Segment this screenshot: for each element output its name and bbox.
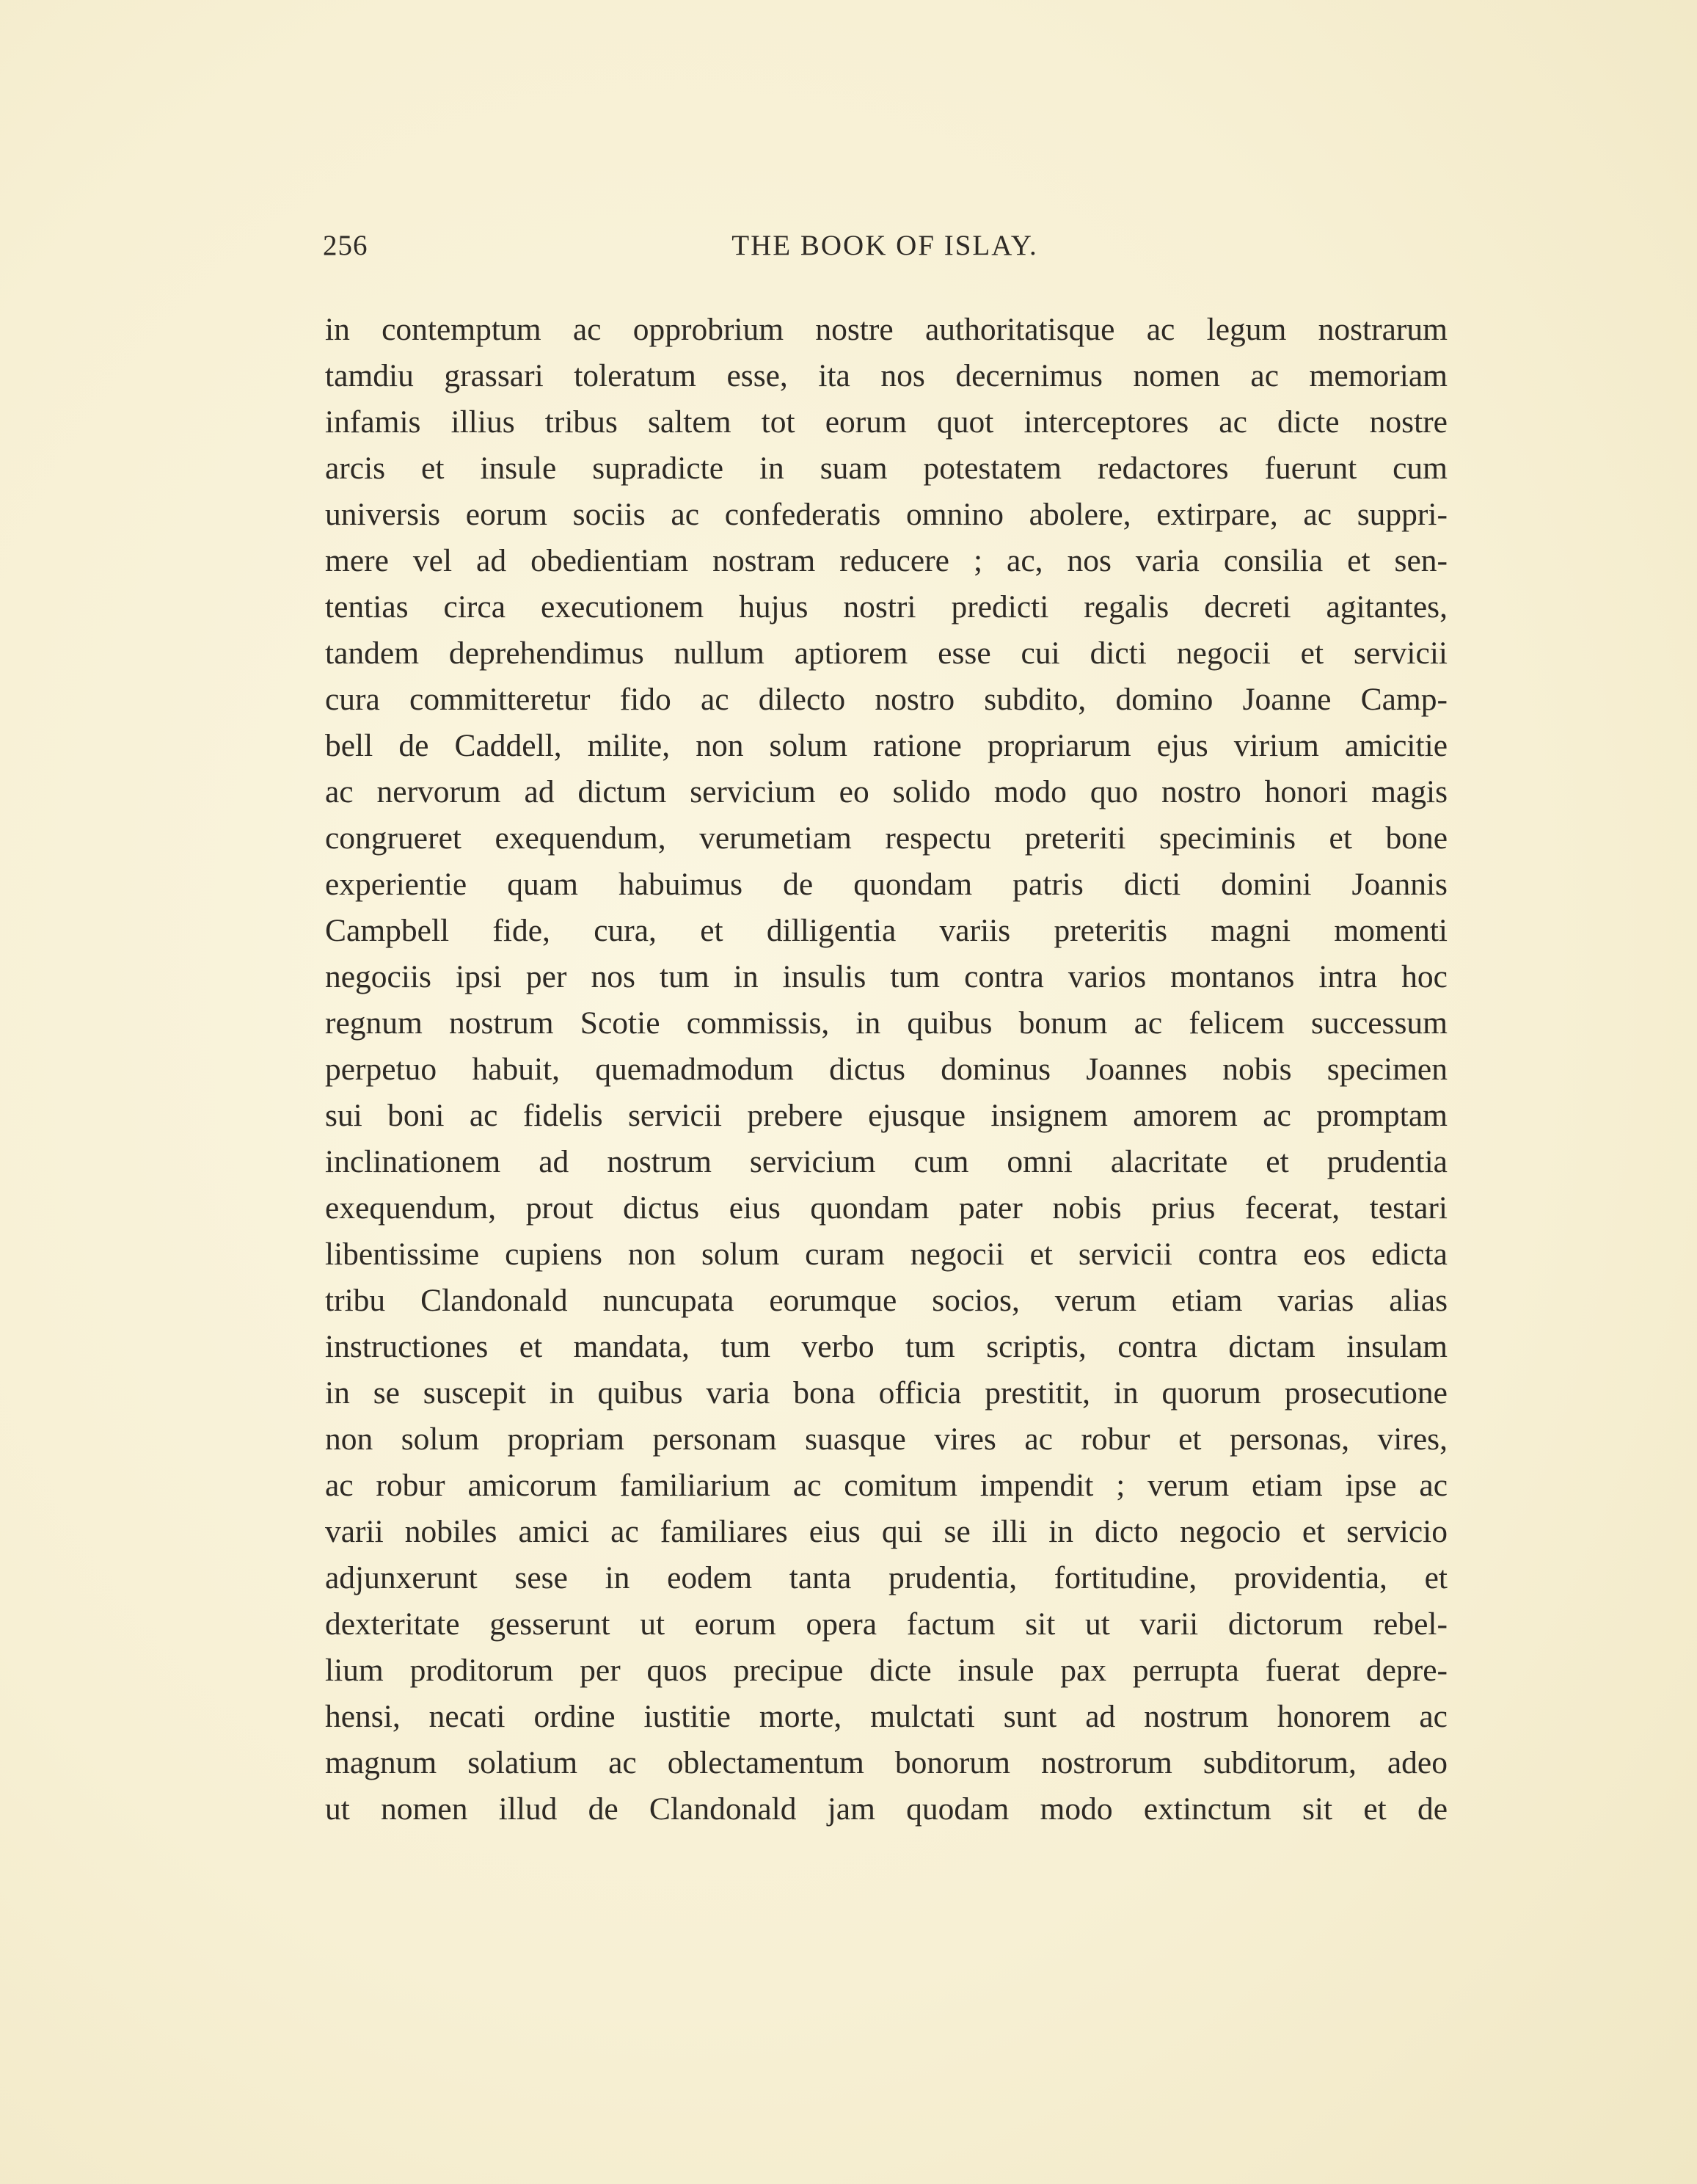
text-line: regnum nostrum Scotie commissis, in quibus bonum ac felicem successum (325, 1005, 1448, 1041)
text-line: libentissime cupiens non solum curam negocii et servicii contra eos edicta (325, 1237, 1448, 1272)
text-line: cura committeretur fido ac dilecto nostro subdito, domino Joanne Camp- (325, 682, 1448, 717)
text-line: exequendum, prout dictus eius quondam pater nobis prius fecerat, testari (325, 1190, 1448, 1226)
text-line: in contemptum ac opprobrium nostre authoritatisque ac legum nostrarum (325, 312, 1448, 347)
text-line: non solum propriam personam suasque vires ac robur et personas, vires, (325, 1422, 1448, 1457)
text-line: magnum solatium ac oblectamentum bonorum nostrorum subditorum, adeo (325, 1745, 1448, 1780)
text-line: mere vel ad obedientiam nostram reducere ; ac, nos varia consilia et sen- (325, 543, 1448, 578)
text-line: experientie quam habuimus de quondam patris dicti domini Joannis (325, 867, 1448, 902)
text-line: sui boni ac fidelis servicii prebere ejusque insignem amorem ac promptam (325, 1098, 1448, 1133)
text-line: universis eorum sociis ac confederatis omnino abolere, extirpare, ac suppri- (325, 497, 1448, 532)
page-number: 256 (323, 230, 368, 261)
text-line: in se suscepit in quibus varia bona officia prestitit, in quorum prosecutione (325, 1375, 1448, 1410)
text-line: instructiones et mandata, tum verbo tum scriptis, contra dictam insulam (325, 1329, 1448, 1364)
text-line: infamis illius tribus saltem tot eorum quot interceptores ac dicte nostre (325, 404, 1448, 440)
text-line: negociis ipsi per nos tum in insulis tum contra varios montanos intra hoc (325, 959, 1448, 994)
text-line: adjunxerunt sese in eodem tanta prudentia, fortitudine, providentia, et (325, 1560, 1448, 1595)
text-line: ac robur amicorum familiarium ac comitum impendit ; verum etiam ipse ac (325, 1468, 1448, 1503)
text-line: congrueret exequendum, verumetiam respectu preteriti speciminis et bone (325, 820, 1448, 856)
running-head (323, 229, 1447, 273)
text-line: Campbell fide, cura, et dilligentia variis preteritis magni momenti (325, 913, 1448, 948)
text-line: varii nobiles amici ac familiares eius qui se illi in dicto negocio et servicio (325, 1514, 1448, 1549)
text-line: perpetuo habuit, quemadmodum dictus dominus Joannes nobis specimen (325, 1052, 1448, 1087)
text-line: bell de Caddell, milite, non solum ratione propriarum ejus virium amicitie (325, 728, 1448, 763)
text-line: lium proditorum per quos precipue dicte insule pax perrupta fuerat depre- (325, 1653, 1448, 1688)
text-line: dexteritate gesserunt ut eorum opera factum sit ut varii dictorum rebel- (325, 1606, 1448, 1642)
text-line: tandem deprehendimus nullum aptiorem esse cui dicti negocii et servicii (325, 636, 1448, 671)
text-line: ac nervorum ad dictum servicium eo solido modo quo nostro honori magis (325, 774, 1448, 809)
text-line: ut nomen illud de Clandonald jam quodam modo extinctum sit et de (325, 1791, 1448, 1827)
book-title: THE BOOK OF ISLAY. (731, 230, 1038, 261)
text-line: inclinationem ad nostrum servicium cum omni alacritate et prudentia (325, 1144, 1448, 1179)
text-line: tentias circa executionem hujus nostri predicti regalis decreti agitantes, (325, 589, 1448, 625)
body-text (325, 307, 1448, 1832)
text-line: tamdiu grassari toleratum esse, ita nos decernimus nomen ac memoriam (325, 358, 1448, 393)
text-line: hensi, necati ordine iustitie morte, mulctati sunt ad nostrum honorem ac (325, 1699, 1448, 1734)
text-line: tribu Clandonald nuncupata eorumque socios, verum etiam varias alias (325, 1283, 1448, 1318)
text-line: arcis et insule supradicte in suam potestatem redactores fuerunt cum (325, 451, 1448, 486)
